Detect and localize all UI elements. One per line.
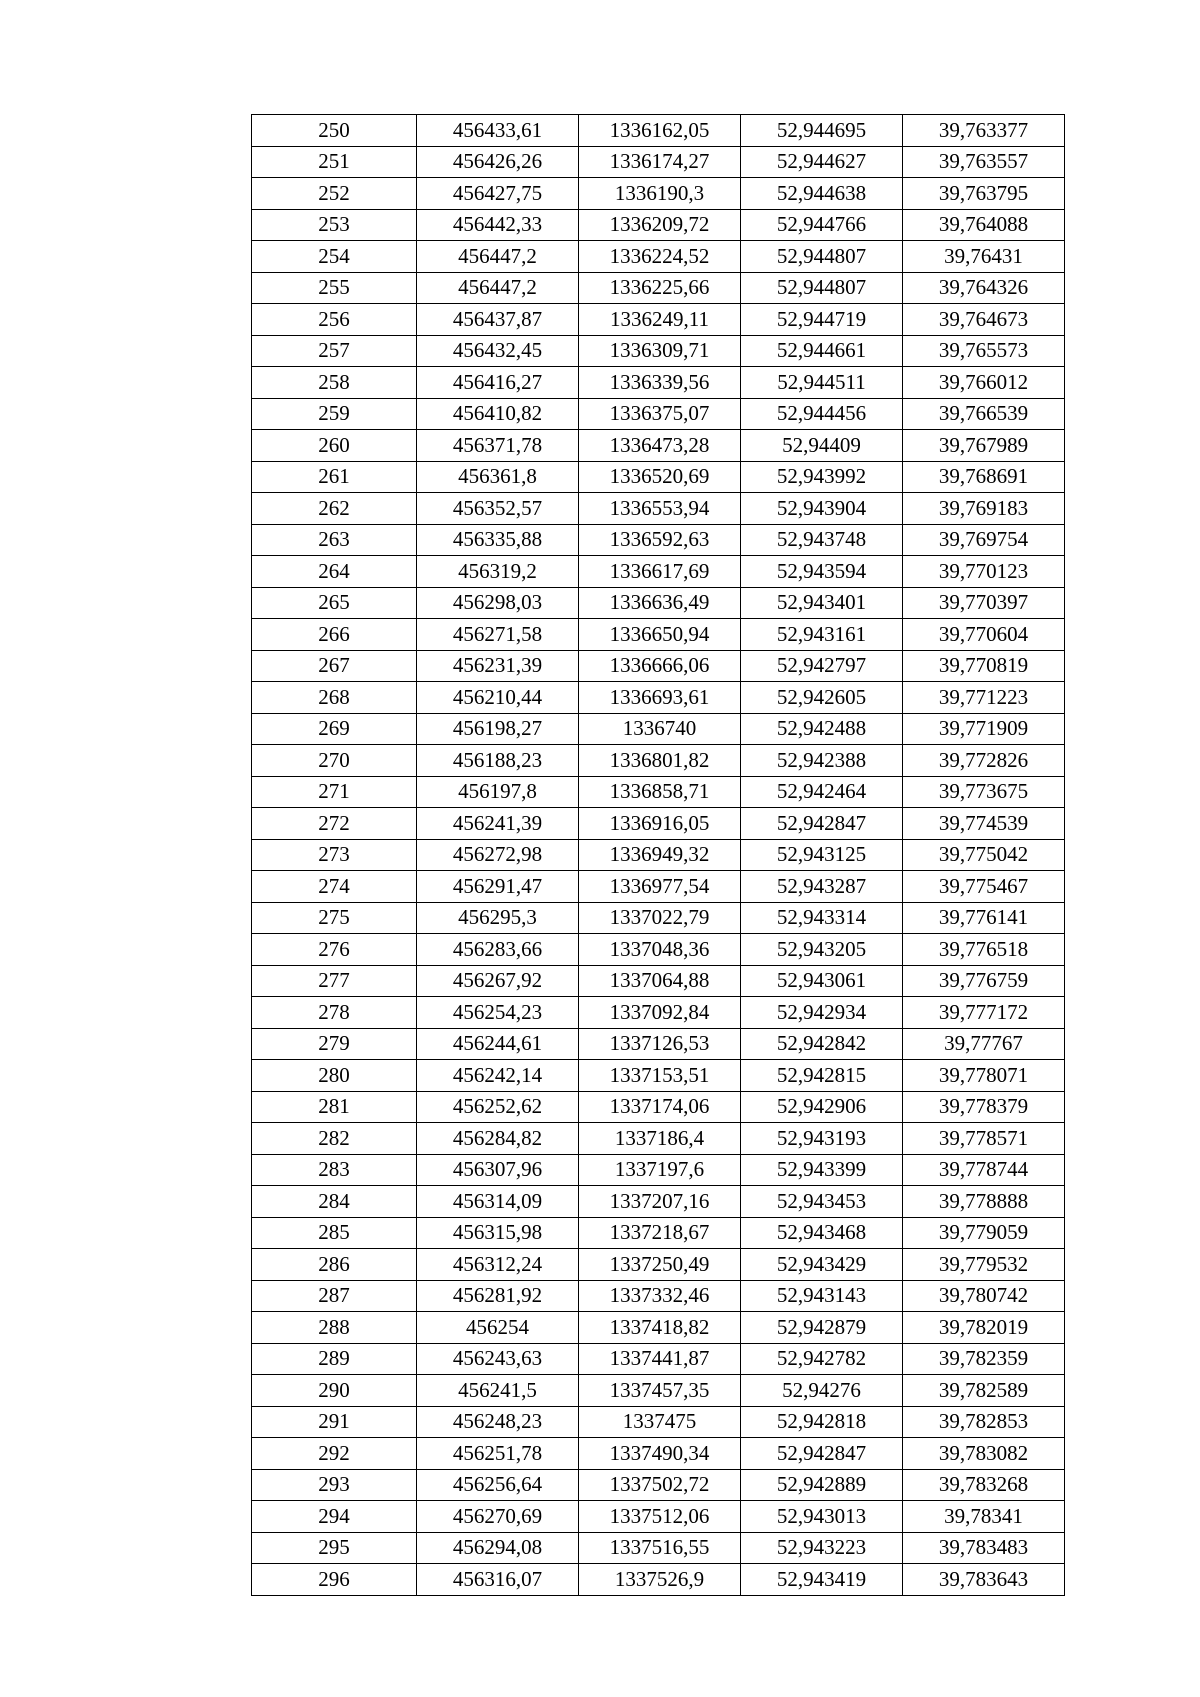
x-coordinate-cell: 456298,03 [417,587,579,619]
table-row [252,241,1065,273]
x-coordinate-cell: 456335,88 [417,524,579,556]
longitude-cell: 39,770819 [903,650,1065,682]
table-row [252,1469,1065,1501]
longitude-cell: 39,782853 [903,1406,1065,1438]
table-row [252,493,1065,525]
longitude-cell: 39,775042 [903,839,1065,871]
latitude-cell: 52,943594 [741,556,903,588]
point-number-cell: 266 [252,619,417,651]
x-coordinate-cell: 456197,8 [417,776,579,808]
x-coordinate-cell: 456442,33 [417,209,579,241]
table-row [252,524,1065,556]
table-row [252,1154,1065,1186]
table-row [252,430,1065,462]
table-row [252,965,1065,997]
coordinates-table [251,114,1065,1596]
latitude-cell: 52,943223 [741,1532,903,1564]
point-number-cell: 271 [252,776,417,808]
latitude-cell: 52,942797 [741,650,903,682]
table-row [252,776,1065,808]
y-coordinate-cell: 1336949,32 [579,839,741,871]
y-coordinate-cell: 1337490,34 [579,1438,741,1470]
x-coordinate-cell: 456432,45 [417,335,579,367]
longitude-cell: 39,778888 [903,1186,1065,1218]
x-coordinate-cell: 456312,24 [417,1249,579,1281]
latitude-cell: 52,943904 [741,493,903,525]
longitude-cell: 39,770604 [903,619,1065,651]
longitude-cell: 39,780742 [903,1280,1065,1312]
y-coordinate-cell: 1337126,53 [579,1028,741,1060]
point-number-cell: 279 [252,1028,417,1060]
y-coordinate-cell: 1337218,67 [579,1217,741,1249]
point-number-cell: 267 [252,650,417,682]
point-number-cell: 284 [252,1186,417,1218]
table-row [252,1343,1065,1375]
point-number-cell: 258 [252,367,417,399]
point-number-cell: 291 [252,1406,417,1438]
longitude-cell: 39,76431 [903,241,1065,273]
x-coordinate-cell: 456188,23 [417,745,579,777]
latitude-cell: 52,94409 [741,430,903,462]
longitude-cell: 39,776518 [903,934,1065,966]
table-row [252,556,1065,588]
latitude-cell: 52,944807 [741,272,903,304]
x-coordinate-cell: 456371,78 [417,430,579,462]
point-number-cell: 259 [252,398,417,430]
point-number-cell: 253 [252,209,417,241]
x-coordinate-cell: 456281,92 [417,1280,579,1312]
latitude-cell: 52,943287 [741,871,903,903]
y-coordinate-cell: 1336650,94 [579,619,741,651]
latitude-cell: 52,943061 [741,965,903,997]
longitude-cell: 39,779532 [903,1249,1065,1281]
longitude-cell: 39,771909 [903,713,1065,745]
point-number-cell: 290 [252,1375,417,1407]
table-row [252,272,1065,304]
x-coordinate-cell: 456210,44 [417,682,579,714]
latitude-cell: 52,943125 [741,839,903,871]
table-row [252,1375,1065,1407]
y-coordinate-cell: 1337207,16 [579,1186,741,1218]
x-coordinate-cell: 456426,26 [417,146,579,178]
longitude-cell: 39,770397 [903,587,1065,619]
point-number-cell: 282 [252,1123,417,1155]
latitude-cell: 52,943143 [741,1280,903,1312]
longitude-cell: 39,764088 [903,209,1065,241]
y-coordinate-cell: 1336174,27 [579,146,741,178]
table-row [252,304,1065,336]
table-row [252,1123,1065,1155]
x-coordinate-cell: 456447,2 [417,241,579,273]
y-coordinate-cell: 1336977,54 [579,871,741,903]
y-coordinate-cell: 1336339,56 [579,367,741,399]
y-coordinate-cell: 1336553,94 [579,493,741,525]
y-coordinate-cell: 1337064,88 [579,965,741,997]
longitude-cell: 39,763377 [903,115,1065,147]
longitude-cell: 39,778744 [903,1154,1065,1186]
latitude-cell: 52,944695 [741,115,903,147]
table-row [252,146,1065,178]
table-row [252,461,1065,493]
point-number-cell: 264 [252,556,417,588]
longitude-cell: 39,767989 [903,430,1065,462]
point-number-cell: 288 [252,1312,417,1344]
table-row [252,209,1065,241]
latitude-cell: 52,943314 [741,902,903,934]
y-coordinate-cell: 1336801,82 [579,745,741,777]
longitude-cell: 39,783268 [903,1469,1065,1501]
longitude-cell: 39,766012 [903,367,1065,399]
latitude-cell: 52,942488 [741,713,903,745]
x-coordinate-cell: 456316,07 [417,1564,579,1596]
table-row [252,1280,1065,1312]
x-coordinate-cell: 456416,27 [417,367,579,399]
table-row [252,587,1065,619]
y-coordinate-cell: 1336916,05 [579,808,741,840]
x-coordinate-cell: 456283,66 [417,934,579,966]
y-coordinate-cell: 1337022,79 [579,902,741,934]
table-row [252,1501,1065,1533]
table-row [252,115,1065,147]
y-coordinate-cell: 1336375,07 [579,398,741,430]
latitude-cell: 52,944638 [741,178,903,210]
point-number-cell: 280 [252,1060,417,1092]
point-number-cell: 270 [252,745,417,777]
y-coordinate-cell: 1336209,72 [579,209,741,241]
y-coordinate-cell: 1337250,49 [579,1249,741,1281]
longitude-cell: 39,783643 [903,1564,1065,1596]
y-coordinate-cell: 1337197,6 [579,1154,741,1186]
point-number-cell: 252 [252,178,417,210]
y-coordinate-cell: 1337186,4 [579,1123,741,1155]
table-row [252,1186,1065,1218]
longitude-cell: 39,770123 [903,556,1065,588]
latitude-cell: 52,943205 [741,934,903,966]
table-row [252,1406,1065,1438]
x-coordinate-cell: 456352,57 [417,493,579,525]
point-number-cell: 265 [252,587,417,619]
x-coordinate-cell: 456243,63 [417,1343,579,1375]
point-number-cell: 296 [252,1564,417,1596]
longitude-cell: 39,766539 [903,398,1065,430]
x-coordinate-cell: 456437,87 [417,304,579,336]
table-row [252,1249,1065,1281]
x-coordinate-cell: 456427,75 [417,178,579,210]
x-coordinate-cell: 456270,69 [417,1501,579,1533]
longitude-cell: 39,782359 [903,1343,1065,1375]
latitude-cell: 52,942782 [741,1343,903,1375]
table-row [252,902,1065,934]
x-coordinate-cell: 456307,96 [417,1154,579,1186]
x-coordinate-cell: 456242,14 [417,1060,579,1092]
latitude-cell: 52,944511 [741,367,903,399]
longitude-cell: 39,773675 [903,776,1065,808]
point-number-cell: 263 [252,524,417,556]
y-coordinate-cell: 1336162,05 [579,115,741,147]
longitude-cell: 39,764673 [903,304,1065,336]
latitude-cell: 52,942889 [741,1469,903,1501]
point-number-cell: 278 [252,997,417,1029]
table-row [252,745,1065,777]
y-coordinate-cell: 1337512,06 [579,1501,741,1533]
x-coordinate-cell: 456314,09 [417,1186,579,1218]
table-row [252,367,1065,399]
latitude-cell: 52,943419 [741,1564,903,1596]
point-number-cell: 255 [252,272,417,304]
y-coordinate-cell: 1336666,06 [579,650,741,682]
table-row [252,1532,1065,1564]
y-coordinate-cell: 1336858,71 [579,776,741,808]
x-coordinate-cell: 456361,8 [417,461,579,493]
longitude-cell: 39,777172 [903,997,1065,1029]
table-row [252,650,1065,682]
point-number-cell: 295 [252,1532,417,1564]
table-row [252,1438,1065,1470]
x-coordinate-cell: 456271,58 [417,619,579,651]
longitude-cell: 39,769754 [903,524,1065,556]
latitude-cell: 52,943193 [741,1123,903,1155]
latitude-cell: 52,943992 [741,461,903,493]
longitude-cell: 39,763557 [903,146,1065,178]
point-number-cell: 260 [252,430,417,462]
x-coordinate-cell: 456248,23 [417,1406,579,1438]
longitude-cell: 39,768691 [903,461,1065,493]
longitude-cell: 39,765573 [903,335,1065,367]
longitude-cell: 39,77767 [903,1028,1065,1060]
y-coordinate-cell: 1336309,71 [579,335,741,367]
x-coordinate-cell: 456267,92 [417,965,579,997]
longitude-cell: 39,782589 [903,1375,1065,1407]
latitude-cell: 52,943401 [741,587,903,619]
table-row [252,398,1065,430]
table-row [252,1060,1065,1092]
latitude-cell: 52,942388 [741,745,903,777]
latitude-cell: 52,942906 [741,1091,903,1123]
y-coordinate-cell: 1336473,28 [579,430,741,462]
longitude-cell: 39,769183 [903,493,1065,525]
table-row [252,871,1065,903]
table-row [252,1028,1065,1060]
latitude-cell: 52,943453 [741,1186,903,1218]
y-coordinate-cell: 1337048,36 [579,934,741,966]
longitude-cell: 39,778379 [903,1091,1065,1123]
longitude-cell: 39,782019 [903,1312,1065,1344]
table-row [252,1564,1065,1596]
x-coordinate-cell: 456433,61 [417,115,579,147]
x-coordinate-cell: 456254 [417,1312,579,1344]
point-number-cell: 254 [252,241,417,273]
y-coordinate-cell: 1336740 [579,713,741,745]
point-number-cell: 281 [252,1091,417,1123]
latitude-cell: 52,943429 [741,1249,903,1281]
y-coordinate-cell: 1336592,63 [579,524,741,556]
longitude-cell: 39,771223 [903,682,1065,714]
x-coordinate-cell: 456198,27 [417,713,579,745]
y-coordinate-cell: 1336190,3 [579,178,741,210]
longitude-cell: 39,772826 [903,745,1065,777]
latitude-cell: 52,943399 [741,1154,903,1186]
point-number-cell: 283 [252,1154,417,1186]
x-coordinate-cell: 456447,2 [417,272,579,304]
point-number-cell: 273 [252,839,417,871]
y-coordinate-cell: 1337332,46 [579,1280,741,1312]
y-coordinate-cell: 1337526,9 [579,1564,741,1596]
table-row [252,808,1065,840]
point-number-cell: 262 [252,493,417,525]
x-coordinate-cell: 456231,39 [417,650,579,682]
latitude-cell: 52,943161 [741,619,903,651]
table-row [252,1217,1065,1249]
longitude-cell: 39,775467 [903,871,1065,903]
point-number-cell: 287 [252,1280,417,1312]
x-coordinate-cell: 456284,82 [417,1123,579,1155]
x-coordinate-cell: 456294,08 [417,1532,579,1564]
latitude-cell: 52,943468 [741,1217,903,1249]
latitude-cell: 52,943748 [741,524,903,556]
longitude-cell: 39,776141 [903,902,1065,934]
table-row [252,335,1065,367]
y-coordinate-cell: 1337174,06 [579,1091,741,1123]
point-number-cell: 286 [252,1249,417,1281]
point-number-cell: 250 [252,115,417,147]
x-coordinate-cell: 456244,61 [417,1028,579,1060]
x-coordinate-cell: 456241,5 [417,1375,579,1407]
latitude-cell: 52,943013 [741,1501,903,1533]
y-coordinate-cell: 1337502,72 [579,1469,741,1501]
longitude-cell: 39,764326 [903,272,1065,304]
y-coordinate-cell: 1337418,82 [579,1312,741,1344]
point-number-cell: 294 [252,1501,417,1533]
x-coordinate-cell: 456295,3 [417,902,579,934]
x-coordinate-cell: 456254,23 [417,997,579,1029]
x-coordinate-cell: 456315,98 [417,1217,579,1249]
x-coordinate-cell: 456272,98 [417,839,579,871]
longitude-cell: 39,783483 [903,1532,1065,1564]
point-number-cell: 293 [252,1469,417,1501]
latitude-cell: 52,944719 [741,304,903,336]
longitude-cell: 39,783082 [903,1438,1065,1470]
point-number-cell: 285 [252,1217,417,1249]
y-coordinate-cell: 1337475 [579,1406,741,1438]
y-coordinate-cell: 1336693,61 [579,682,741,714]
y-coordinate-cell: 1336636,49 [579,587,741,619]
y-coordinate-cell: 1336224,52 [579,241,741,273]
longitude-cell: 39,78341 [903,1501,1065,1533]
latitude-cell: 52,942605 [741,682,903,714]
point-number-cell: 257 [252,335,417,367]
point-number-cell: 269 [252,713,417,745]
coordinates-table-body [252,115,1065,1596]
point-number-cell: 275 [252,902,417,934]
latitude-cell: 52,942464 [741,776,903,808]
x-coordinate-cell: 456241,39 [417,808,579,840]
y-coordinate-cell: 1337441,87 [579,1343,741,1375]
y-coordinate-cell: 1337153,51 [579,1060,741,1092]
y-coordinate-cell: 1337457,35 [579,1375,741,1407]
x-coordinate-cell: 456251,78 [417,1438,579,1470]
table-row [252,1312,1065,1344]
table-row [252,619,1065,651]
table-row [252,934,1065,966]
y-coordinate-cell: 1336520,69 [579,461,741,493]
table-row [252,682,1065,714]
point-number-cell: 272 [252,808,417,840]
latitude-cell: 52,94276 [741,1375,903,1407]
longitude-cell: 39,763795 [903,178,1065,210]
x-coordinate-cell: 456291,47 [417,871,579,903]
longitude-cell: 39,776759 [903,965,1065,997]
point-number-cell: 289 [252,1343,417,1375]
point-number-cell: 274 [252,871,417,903]
point-number-cell: 268 [252,682,417,714]
table-row [252,178,1065,210]
point-number-cell: 256 [252,304,417,336]
x-coordinate-cell: 456252,62 [417,1091,579,1123]
latitude-cell: 52,942815 [741,1060,903,1092]
longitude-cell: 39,778571 [903,1123,1065,1155]
latitude-cell: 52,942934 [741,997,903,1029]
table-row [252,997,1065,1029]
latitude-cell: 52,942842 [741,1028,903,1060]
latitude-cell: 52,942818 [741,1406,903,1438]
longitude-cell: 39,774539 [903,808,1065,840]
x-coordinate-cell: 456319,2 [417,556,579,588]
y-coordinate-cell: 1337092,84 [579,997,741,1029]
y-coordinate-cell: 1336617,69 [579,556,741,588]
latitude-cell: 52,942879 [741,1312,903,1344]
point-number-cell: 277 [252,965,417,997]
point-number-cell: 251 [252,146,417,178]
latitude-cell: 52,944627 [741,146,903,178]
y-coordinate-cell: 1336225,66 [579,272,741,304]
latitude-cell: 52,944456 [741,398,903,430]
point-number-cell: 276 [252,934,417,966]
y-coordinate-cell: 1337516,55 [579,1532,741,1564]
latitude-cell: 52,942847 [741,1438,903,1470]
longitude-cell: 39,778071 [903,1060,1065,1092]
latitude-cell: 52,944807 [741,241,903,273]
latitude-cell: 52,942847 [741,808,903,840]
latitude-cell: 52,944766 [741,209,903,241]
table-row [252,839,1065,871]
table-row [252,713,1065,745]
y-coordinate-cell: 1336249,11 [579,304,741,336]
point-number-cell: 261 [252,461,417,493]
x-coordinate-cell: 456256,64 [417,1469,579,1501]
longitude-cell: 39,779059 [903,1217,1065,1249]
x-coordinate-cell: 456410,82 [417,398,579,430]
point-number-cell: 292 [252,1438,417,1470]
table-row [252,1091,1065,1123]
latitude-cell: 52,944661 [741,335,903,367]
